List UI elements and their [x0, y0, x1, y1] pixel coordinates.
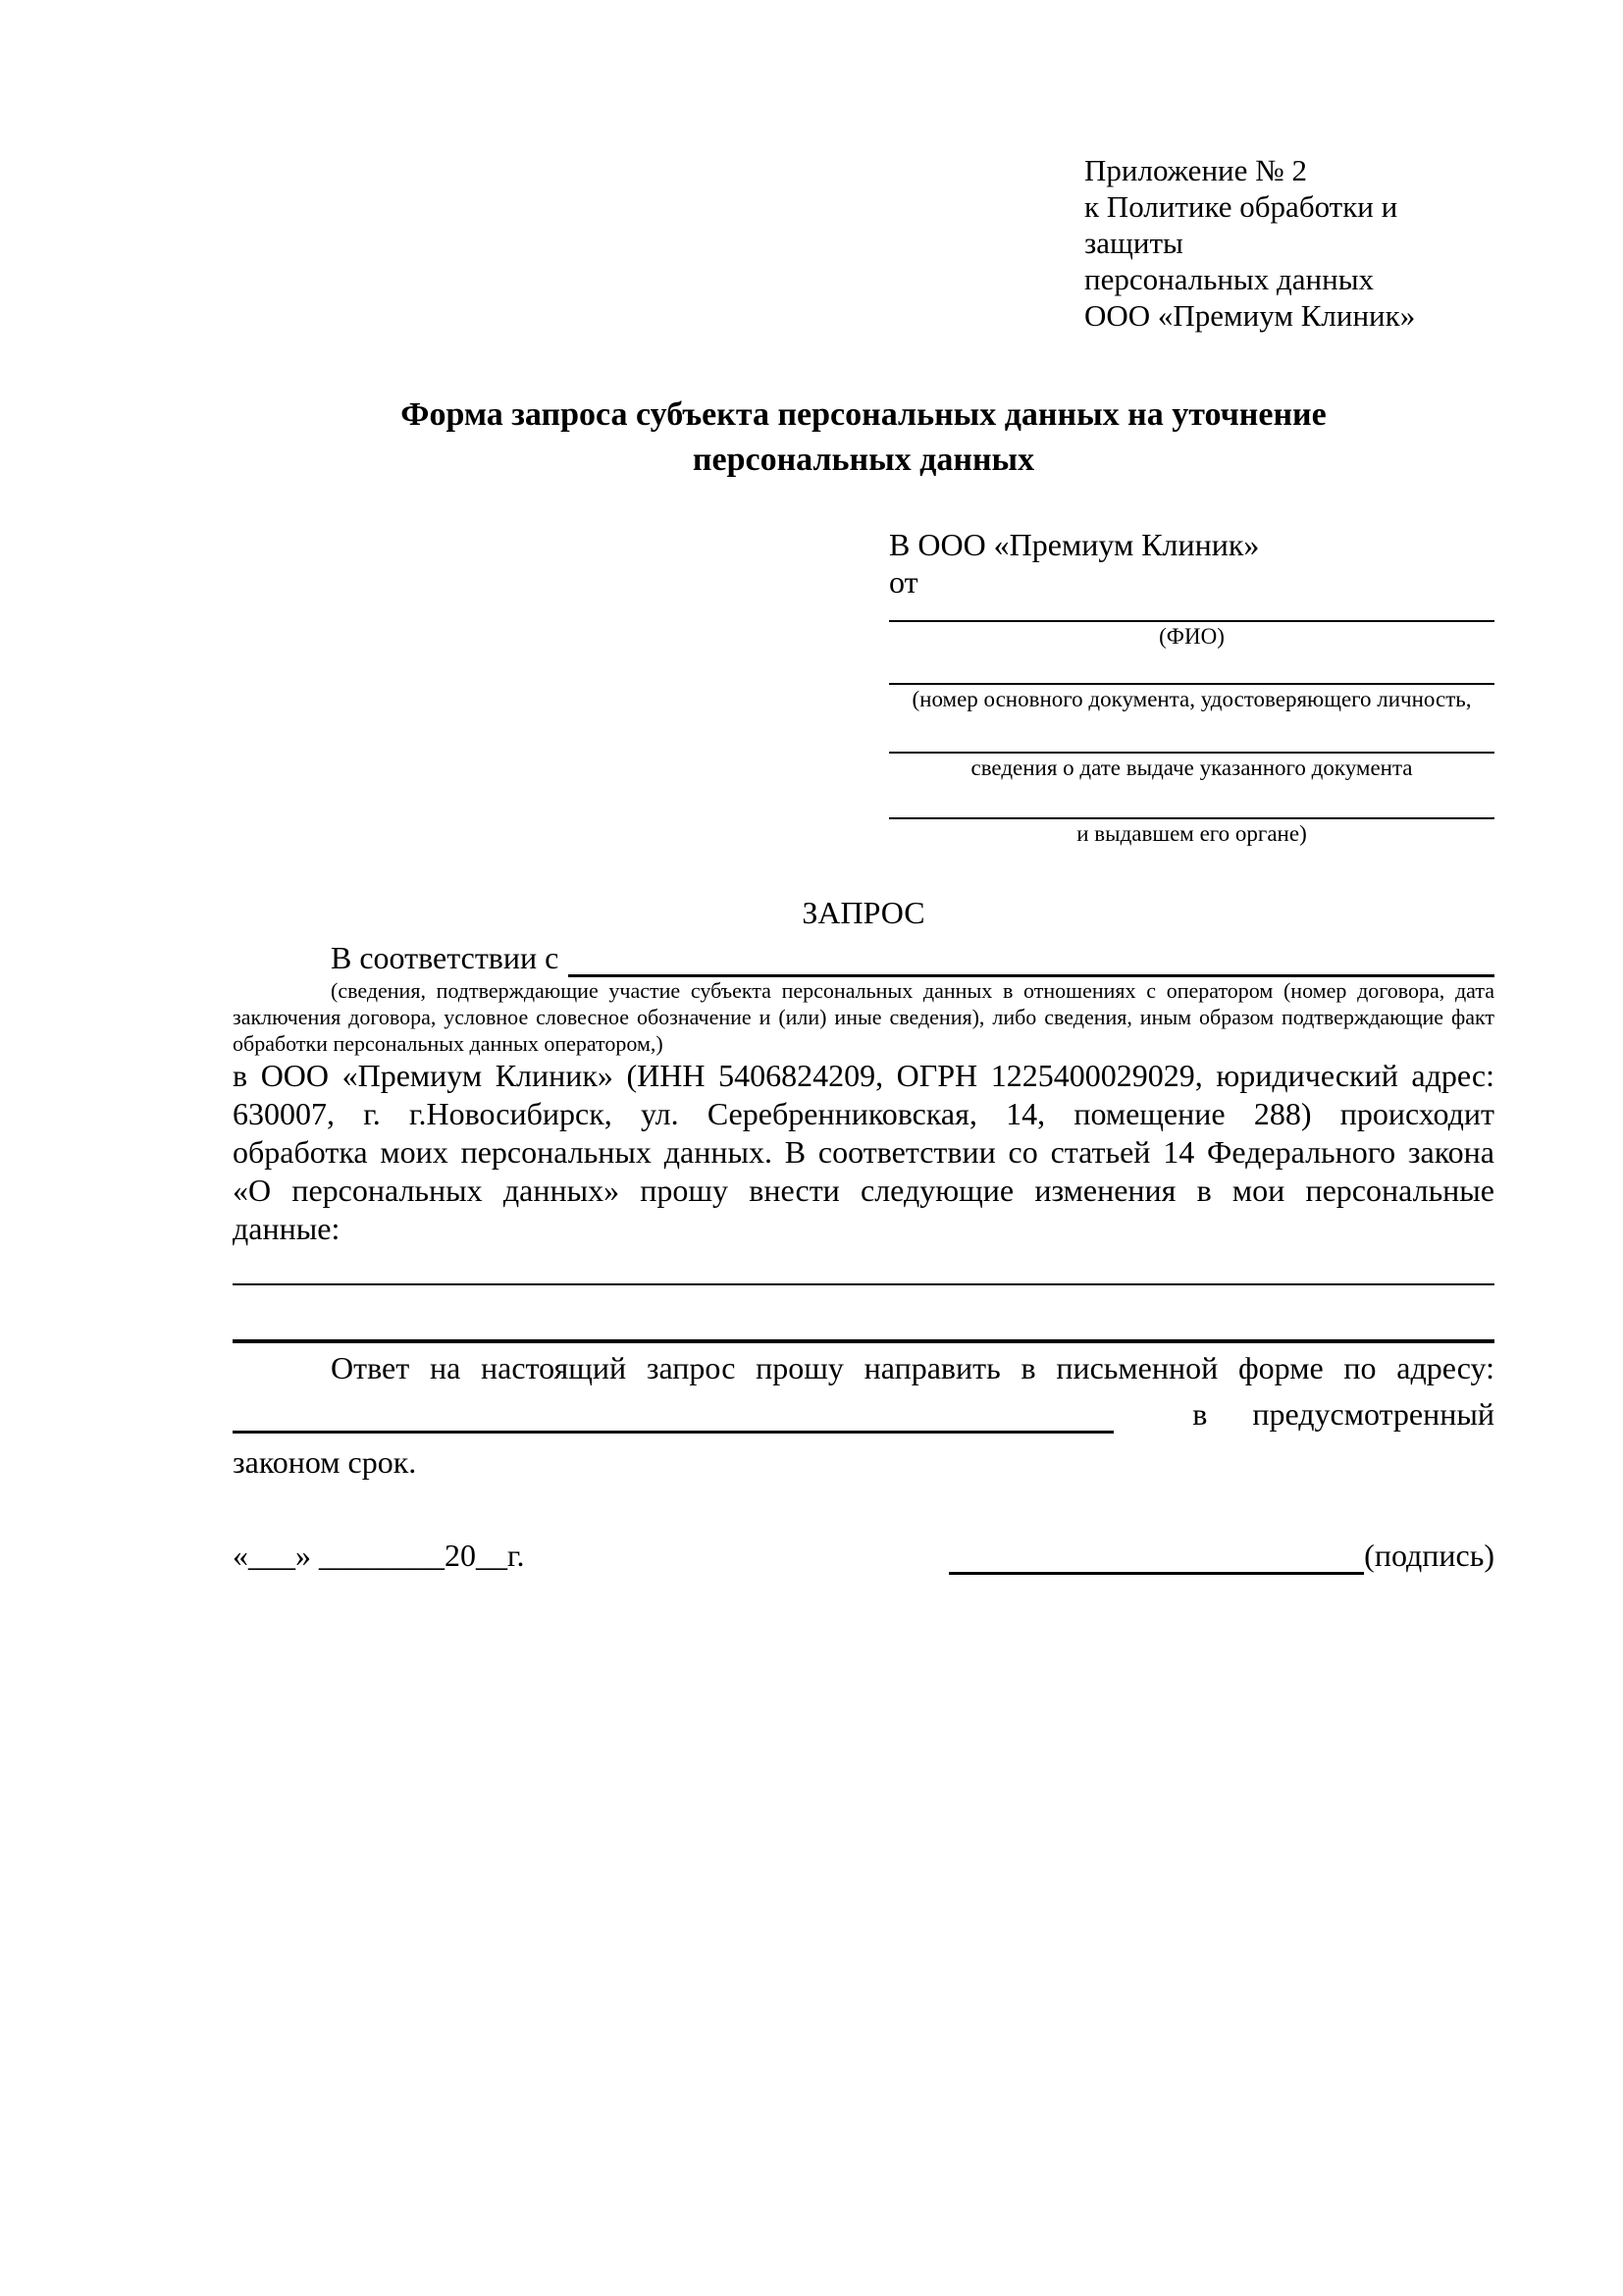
reply-word2: предусмотренный	[1252, 1396, 1494, 1432]
appendix-header-line: Приложение № 2	[1084, 153, 1307, 187]
date-blank-field: «___» ________20__г.	[233, 1538, 525, 1573]
footer-row	[233, 1537, 1494, 1575]
request-intro-text: В соответствии с	[331, 940, 559, 975]
addressee-to: В ООО «Премиум Клиник»	[889, 527, 1260, 562]
body-line: «О персональных данных» прошу внести следующие изменения в мои персональные	[233, 1173, 1494, 1208]
appendix-header-line: ООО «Премиум Клиник»	[1084, 298, 1416, 333]
addressee-from: от	[889, 564, 918, 600]
request-intro-row	[233, 939, 1494, 977]
appendix-header-line: к Политике обработки и защиты	[1084, 189, 1398, 260]
appendix-header	[1084, 152, 1494, 334]
annotation-line: заключения договора, условное словесное обозначение и (или) иные сведения), либо сведения, иным образом подтверждающие факт	[233, 1005, 1494, 1029]
body-line: в ООО «Премиум Клиник» (ИНН 5406824209, ОГРН 1225400029029, юридический адрес:	[233, 1058, 1494, 1093]
signature-group	[949, 1537, 1494, 1575]
document-title	[233, 392, 1494, 483]
signature-caption: (подпись)	[1364, 1538, 1494, 1573]
basis-blank-field	[568, 945, 1494, 977]
reply-word1: в	[1192, 1396, 1208, 1432]
document-page	[233, 152, 1494, 1575]
basis-annotation	[233, 977, 1494, 1057]
fio-blank-field	[889, 600, 1494, 622]
document-number-caption: (номер основного документа, удостоверяющего личность,	[912, 687, 1472, 711]
appendix-header-line: персональных данных	[1084, 262, 1375, 296]
issue-date-caption: сведения о дате выдаче указанного документа	[970, 756, 1413, 780]
fio-caption: (ФИО)	[1159, 624, 1225, 649]
changes-blank-field-1	[233, 1283, 1494, 1285]
document-title-line1: Форма запроса субъекта персональных данных на уточнение	[400, 396, 1327, 433]
document-title-line2: персональных данных	[692, 442, 1035, 478]
document-number-blank-field	[889, 652, 1494, 685]
signature-blank-field	[949, 1542, 1364, 1575]
body-line: данные:	[233, 1211, 340, 1246]
reply-line3: законом срок.	[233, 1444, 417, 1480]
body-line: 630007, г. г.Новосибирск, ул. Серебренниковская, 14, помещение 288) происходит	[233, 1096, 1494, 1131]
annotation-line: обработки персональных данных оператором,)	[233, 1031, 663, 1056]
request-heading: ЗАПРОС	[802, 895, 925, 930]
reply-address-row	[233, 1395, 1494, 1434]
issuing-authority-caption: и выдавшем его органе)	[1076, 821, 1307, 846]
reply-paragraph	[233, 1349, 1494, 1482]
address-blank-field	[233, 1401, 1114, 1434]
body-line: обработка моих персональных данных. В соответствии со статьей 14 Федерального закона	[233, 1134, 1494, 1170]
issue-date-blank-field	[889, 714, 1494, 754]
issuing-authority-blank-field	[889, 783, 1494, 819]
request-body-paragraph	[233, 1057, 1494, 1248]
changes-blank-field-2	[233, 1339, 1494, 1343]
reply-line1: Ответ на настоящий запрос прошу направить в письменной форме по адресу:	[331, 1350, 1494, 1385]
annotation-line: (сведения, подтверждающие участие субъекта персональных данных в отношениях с оператором (номер договора, дата	[331, 978, 1494, 1003]
addressee-block	[889, 526, 1494, 849]
